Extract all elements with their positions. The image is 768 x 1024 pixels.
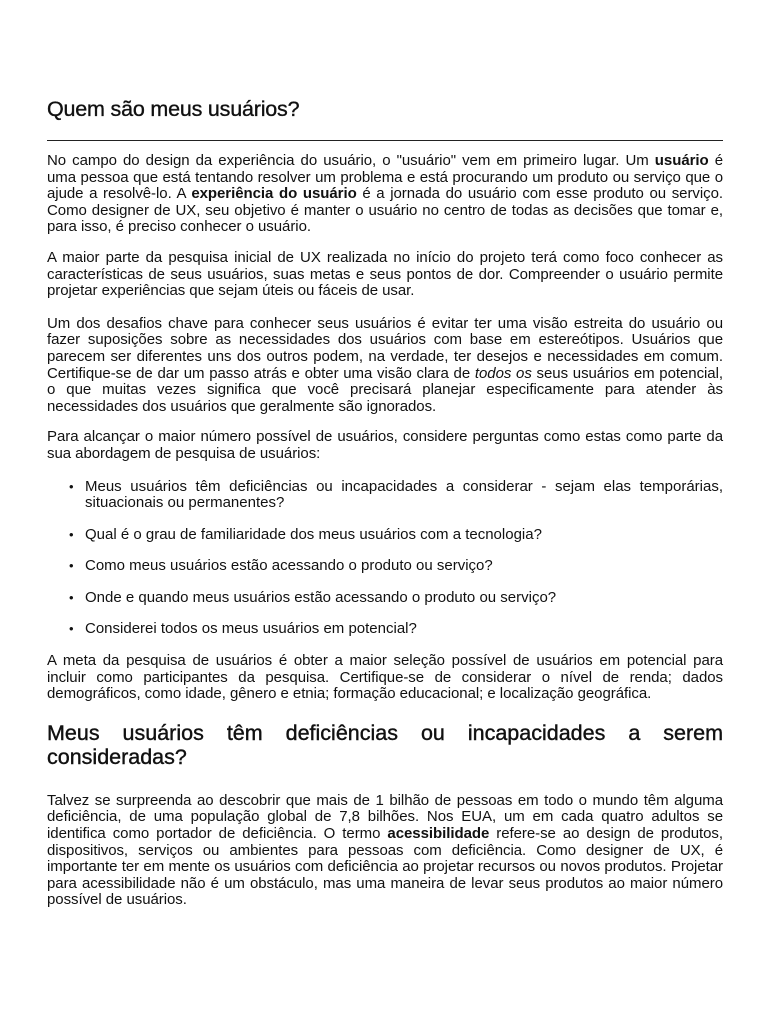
list-item [47,621,723,638]
questions-intro-paragraph: Para alcançar o maior número possível de usuários, considere perguntas como estas como parte da sua abordagem de pesquisa de usuários: [47,428,723,462]
bullet-icon: • [69,526,74,542]
emphasis-todos-os: todos os [474,364,532,382]
research-goal-paragraph: A meta da pesquisa de usuários é obter a maior seleção possível de usuários em potencial para incluir como participantes da pesquisa. Certifique-se de considerar o nível de renda; dados demográficos, como idade, gênero e etnia; formação educacional; e localização geográfica. [47,652,723,703]
intro-text-3: é a jornada do usuário com esse produto ou serviço. Como designer de UX, seu objetivo é manter o usuário no centro de todas as decisões que tomar e, para isso, é preciso conhecer o usuário. [47,185,723,236]
challenges-paragraph [47,316,723,416]
bullet-icon: • [69,558,74,574]
term-usuario: usuário [654,152,709,169]
list-item [47,527,723,544]
intro-text-2: é uma pessoa que está tentando resolver um problema e está procurando um produto ou serviço que o ajude a resolvê-lo. A [47,152,723,203]
list-item [47,479,723,512]
accessibility-text-2: refere-se ao design de produtos, dispositivos, serviços ou ambientes para pessoas com deficiência. Como designer de UX, é importante ter em mente os usuários com deficiência ao projetar recursos ou novos produtos. Projetar para acessibilidade não é um obstáculo, mas uma maneira de levar seus produtos ao maior número possível de usuários. [47,825,724,909]
title-divider [47,140,723,141]
research-paragraph: A maior parte da pesquisa inicial de UX realizada no início do projeto terá como foco conhecer as características de seus usuários, suas metas e seus pontos de dor. Compreender o usuário permite projetar experiências que sejam úteis ou fáceis de usar. [47,248,723,300]
challenges-text-2: seus usuários em potencial, o que muitas vezes significa que você precisará planejar especificamente para atender às necessidades dos usuários que geralmente são ignorados. [47,364,724,415]
intro-paragraph [47,153,723,236]
bullet-icon: • [69,478,74,494]
list-item-text: Qual é o grau de familiaridade dos meus usuários com a tecnologia? [85,525,542,543]
term-experiencia-do-usuario: experiência do usuário [191,185,357,203]
accessibility-paragraph [47,793,723,909]
list-item-text: Como meus usuários estão acessando o produto ou serviço? [85,557,493,575]
questions-list [47,479,723,639]
page-title: Quem são meus usuários? [47,97,300,121]
bullet-icon: • [69,621,74,637]
list-item [47,590,723,607]
list-item-text: Meus usuários têm deficiências ou incapacidades a considerar - sejam elas temporárias, situacionais ou permanentes? [85,477,723,512]
accessibility-text-1: Talvez se surpreenda ao descobrir que mais de 1 bilhão de pessoas em todo o mundo têm alguma deficiência, de uma população global de 7,8 bilhões. Nos EUA, um em cada quatro adultos se identifica como portador de deficiência. O termo [47,791,723,843]
list-item-text: Onde e quando meus usuários estão acessando o produto ou serviço? [85,588,557,606]
list-item [47,558,723,575]
intro-text-1: No campo do design da experiência do usuário, o "usuário" vem em primeiro lugar. Um [47,152,655,169]
term-acessibilidade: acessibilidade [387,825,490,843]
section-heading-accessibility: Meus usuários têm deficiências ou incapacidades a serem consideradas? [47,720,723,769]
document-page [47,96,723,909]
challenges-text-1: Um dos desafios chave para conhecer seus usuários é evitar ter uma visão estreita do usuário ou fazer suposições sobre as necessidades dos usuários com base em estereótipos. Usuários que parecem ser diferentes uns dos outros podem, na verdade, ter desejos e necessidades em comum. Certifique-se de dar um passo atrás e obter uma visão clara de [47,314,723,382]
bullet-icon: • [69,589,74,605]
list-item-text: Considerei todos os meus usuários em potencial? [85,620,417,638]
